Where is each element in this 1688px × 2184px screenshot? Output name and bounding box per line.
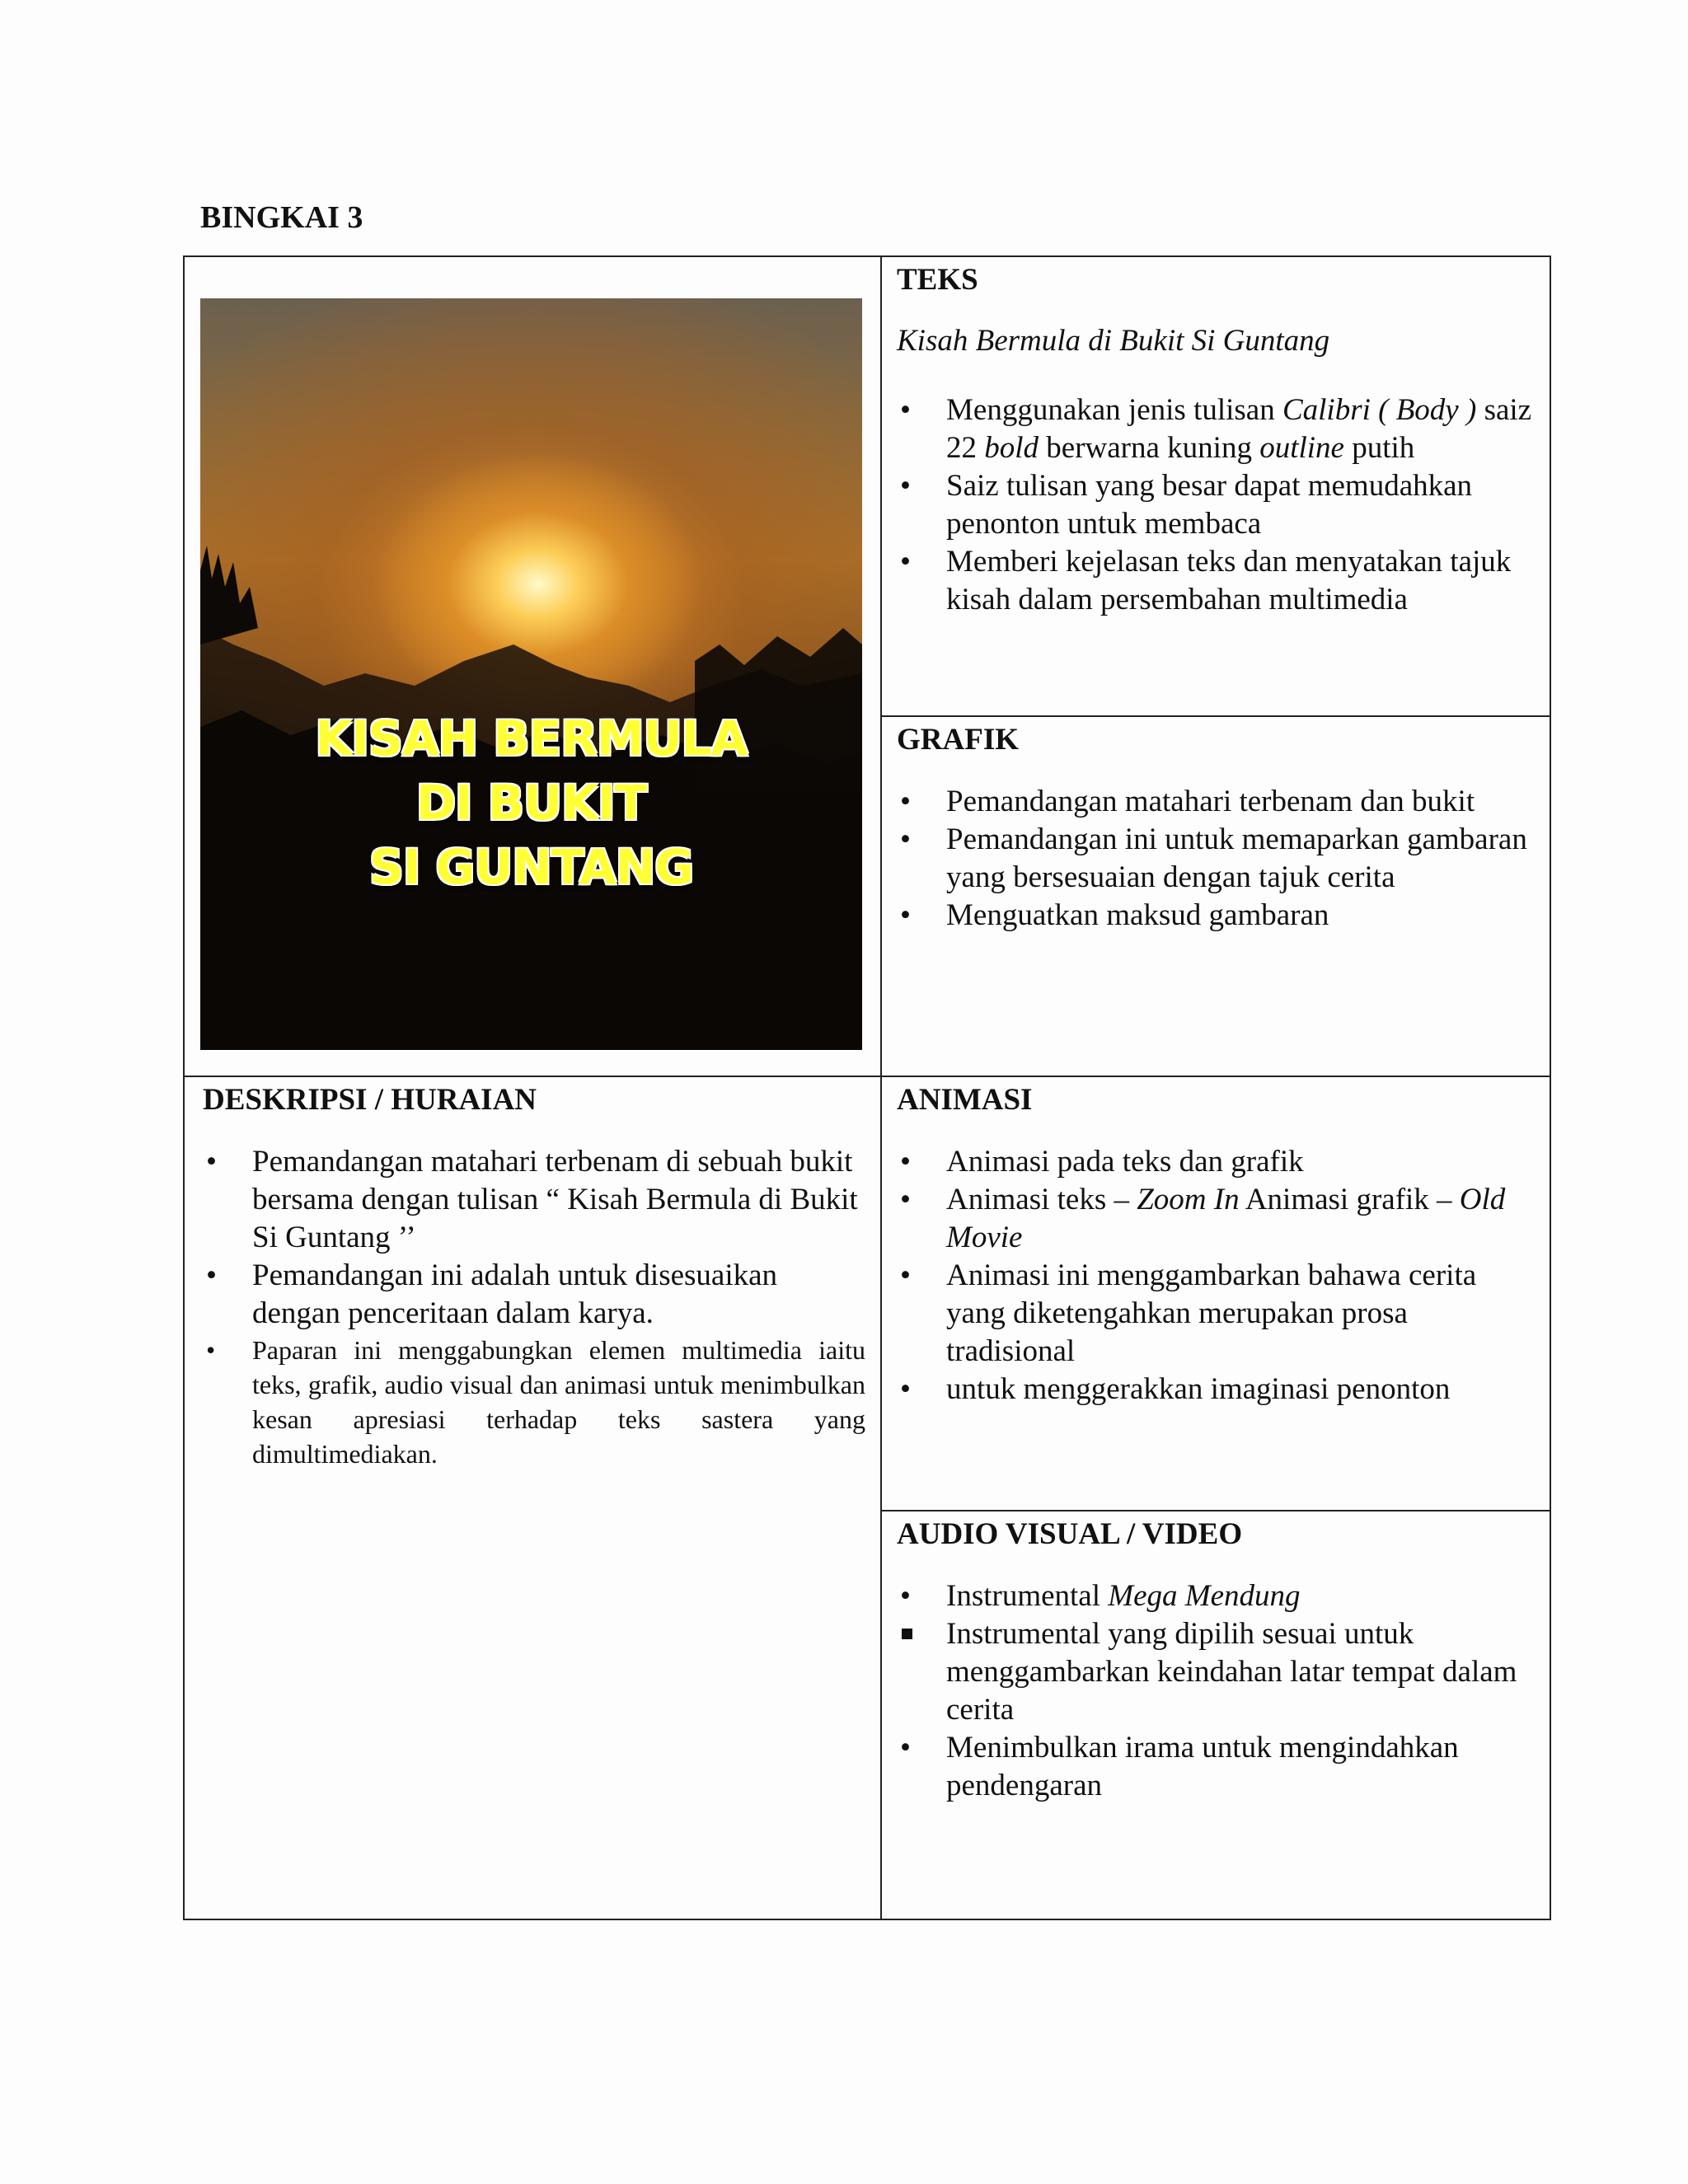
list-item-text: Pemandangan matahari terbenam dan bukit <box>946 785 1475 819</box>
image-title-line: KISAH BERMULA <box>315 710 748 766</box>
list-item-text: Menimbulkan irama untuk mengindahkan pendengaran <box>946 1731 1459 1803</box>
sunset-hill-image <box>200 298 862 1050</box>
teks-heading: TEKS <box>897 263 978 297</box>
list-item-text: Instrumental Mega Mendung <box>946 1579 1301 1614</box>
grafik-cell <box>882 717 1551 1077</box>
deskripsi-heading: DESKRIPSI / HURAIAN <box>203 1083 537 1117</box>
bullet-icon: • <box>206 1258 217 1293</box>
bullet-icon: • <box>900 1372 911 1407</box>
list-item-text: Animasi pada teks dan grafik <box>946 1145 1304 1179</box>
list-item-text: Animasi ini menggambarkan bahawa cerita yang diketengahkan merupakan prosa tradisional <box>946 1258 1477 1369</box>
list-item <box>897 467 1536 543</box>
list-item-text: Paparan ini menggabungkan elemen multimedia iaitu teks, grafik, audio visual dan animasi untuk menimbulkan kesan apresiasi terhadap teks sastera yang dimultimediakan. <box>252 1335 865 1469</box>
deskripsi-cell <box>185 1077 882 1920</box>
bullet-icon: • <box>900 545 911 579</box>
list-item <box>897 1371 1536 1408</box>
teks-subtitle: Kisah Bermula di Bukit Si Guntang <box>897 324 1330 359</box>
list-item-text: untuk menggerakkan imaginasi penonton <box>946 1372 1451 1407</box>
storyboard-table <box>183 255 1551 1920</box>
list-item-text: Menggunakan jenis tulisan Calibri ( Body ) saiz 22 bold berwarna kuning outline putih <box>946 393 1532 466</box>
list-item-text: Pemandangan matahari terbenam di sebuah bukit bersama dengan tulisan “ Kisah Bermula di Bukit Si Guntang ’’ <box>252 1145 858 1255</box>
list-item <box>897 1181 1536 1257</box>
audio-cell <box>882 1511 1551 1920</box>
bullet-icon: • <box>900 1145 911 1179</box>
page-title: BINGKAI 3 <box>200 200 363 235</box>
list-item-text: Instrumental yang dipilih sesuai untuk menggambarkan keindahan latar tempat dalam cerita <box>946 1617 1517 1727</box>
list-item-text: Animasi teks – Zoom In Animasi grafik – Old Movie <box>946 1183 1506 1255</box>
image-title-line: DI BUKIT <box>415 775 647 831</box>
bullet-icon: • <box>900 823 911 857</box>
teks-cell <box>882 257 1551 717</box>
image-title-text <box>200 706 862 899</box>
list-item <box>203 1143 865 1257</box>
animasi-heading: ANIMASI <box>897 1083 1033 1117</box>
list-item <box>897 543 1536 619</box>
list-item <box>897 391 1536 467</box>
list-item-text: Pemandangan ini adalah untuk disesuaikan dengan penceritaan dalam karya. <box>252 1258 778 1331</box>
image-cell <box>185 257 882 1077</box>
image-title-line: SI GUNTANG <box>369 839 693 895</box>
grafik-heading: GRAFIK <box>897 723 1019 757</box>
bullet-icon: • <box>206 1145 217 1179</box>
square-bullet-icon <box>902 1629 912 1639</box>
list-item <box>897 1143 1536 1181</box>
audio-list <box>897 1577 1536 1805</box>
list-item-text: Menguatkan maksud gambaran <box>946 898 1329 933</box>
list-item <box>897 1577 1536 1615</box>
audio-heading: AUDIO VISUAL / VIDEO <box>897 1517 1243 1551</box>
hill-silhouette-graphic <box>200 298 862 1050</box>
list-item-text: Memberi kejelasan teks dan menyatakan tajuk kisah dalam persembahan multimedia <box>946 545 1512 617</box>
list-item-text: Saiz tulisan yang besar dapat memudahkan penonton untuk membaca <box>946 469 1473 541</box>
list-item <box>897 897 1536 935</box>
bullet-icon: • <box>900 1258 911 1293</box>
animasi-cell <box>882 1077 1551 1511</box>
list-item <box>897 1615 1536 1729</box>
list-item <box>897 821 1536 897</box>
list-item <box>897 1257 1536 1371</box>
bullet-icon: • <box>206 1335 216 1366</box>
list-item-text: Pemandangan ini untuk memaparkan gambaran yang bersesuaian dengan tajuk cerita <box>946 823 1527 895</box>
animasi-list <box>897 1143 1536 1408</box>
grafik-list <box>897 783 1536 935</box>
bullet-icon: • <box>900 1731 911 1765</box>
bullet-icon: • <box>900 898 911 933</box>
bullet-icon: • <box>900 469 911 504</box>
teks-list <box>897 391 1536 619</box>
bullet-icon: • <box>900 1183 911 1217</box>
bullet-icon: • <box>900 785 911 819</box>
list-item <box>897 783 1536 821</box>
bullet-icon: • <box>900 393 911 428</box>
deskripsi-list <box>203 1143 865 1471</box>
list-item <box>897 1729 1536 1805</box>
bullet-icon: • <box>900 1579 911 1614</box>
list-item <box>203 1333 865 1471</box>
list-item <box>203 1257 865 1333</box>
